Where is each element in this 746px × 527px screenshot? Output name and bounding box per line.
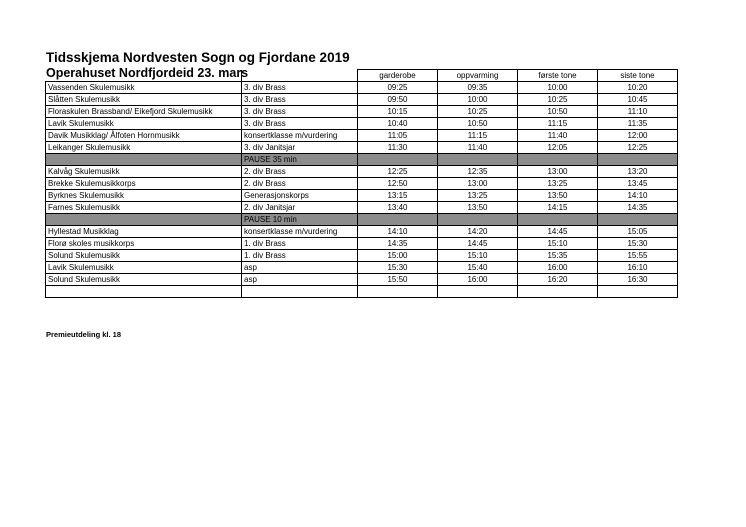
time-oppvarming: 13:00	[438, 178, 518, 190]
time-garderobe: 11:05	[358, 130, 438, 142]
time-garderobe: 14:35	[358, 238, 438, 250]
band-name: Solund Skulemusikk	[46, 274, 242, 286]
pause-label: PAUSE 10 min	[242, 214, 358, 226]
division: 3. div Brass	[242, 94, 358, 106]
time-siste-tone: 12:25	[598, 142, 678, 154]
time-siste-tone: 16:30	[598, 274, 678, 286]
time-siste-tone: 15:05	[598, 226, 678, 238]
time-oppvarming: 09:35	[438, 82, 518, 94]
division: 2. div Janitsjar	[242, 202, 358, 214]
time-garderobe: 13:40	[358, 202, 438, 214]
pause-cell	[438, 154, 518, 166]
table-row	[46, 190, 678, 202]
time-forste-tone: 15:10	[518, 238, 598, 250]
pause-cell	[518, 154, 598, 166]
time-garderobe: 14:10	[358, 226, 438, 238]
band-name: Slåtten Skulemusikk	[46, 94, 242, 106]
header-spacer	[46, 70, 242, 82]
division: 3. div Janitsjar	[242, 142, 358, 154]
pause-cell	[438, 214, 518, 226]
time-oppvarming: 16:00	[438, 274, 518, 286]
division: 2. div Brass	[242, 166, 358, 178]
column-header-garderobe: garderobe	[358, 70, 438, 82]
division: 1. div Brass	[242, 238, 358, 250]
time-siste-tone: 11:10	[598, 106, 678, 118]
band-name: Vassenden Skulemusikk	[46, 82, 242, 94]
time-garderobe: 15:00	[358, 250, 438, 262]
band-name: Farnes Skulemusikk	[46, 202, 242, 214]
division: asp	[242, 262, 358, 274]
table-row	[46, 238, 678, 250]
division: 3. div Brass	[242, 118, 358, 130]
table-row	[46, 82, 678, 94]
time-garderobe: 09:50	[358, 94, 438, 106]
division: konsertklasse m/vurdering	[242, 130, 358, 142]
time-siste-tone: 16:10	[598, 262, 678, 274]
time-oppvarming: 14:45	[438, 238, 518, 250]
division: 3. div Brass	[242, 82, 358, 94]
empty-cell	[598, 286, 678, 298]
band-name: Hyllestad Musikklag	[46, 226, 242, 238]
time-siste-tone: 14:10	[598, 190, 678, 202]
division: Generasjonskorps	[242, 190, 358, 202]
column-header-oppvarming: oppvarming	[438, 70, 518, 82]
band-name: Kalvåg Skulemusikk	[46, 166, 242, 178]
time-oppvarming: 11:40	[438, 142, 518, 154]
table-row	[46, 274, 678, 286]
time-oppvarming: 10:50	[438, 118, 518, 130]
division: 3. div Brass	[242, 106, 358, 118]
time-oppvarming: 14:20	[438, 226, 518, 238]
time-garderobe: 11:30	[358, 142, 438, 154]
time-forste-tone: 10:25	[518, 94, 598, 106]
division: 2. div Brass	[242, 178, 358, 190]
time-siste-tone: 13:45	[598, 178, 678, 190]
time-forste-tone: 12:05	[518, 142, 598, 154]
page-title: Tidsskjema Nordvesten Sogn og Fjordane 2019	[46, 50, 350, 65]
empty-cell	[46, 286, 242, 298]
time-oppvarming: 13:50	[438, 202, 518, 214]
table-row	[46, 178, 678, 190]
time-oppvarming: 11:15	[438, 130, 518, 142]
time-siste-tone: 15:55	[598, 250, 678, 262]
band-name: Floraskulen Brassband/ Eikefjord Skulemusikk	[46, 106, 242, 118]
pause-cell	[46, 154, 242, 166]
time-forste-tone: 16:00	[518, 262, 598, 274]
time-garderobe: 12:25	[358, 166, 438, 178]
time-garderobe: 10:40	[358, 118, 438, 130]
table-row	[46, 118, 678, 130]
time-forste-tone: 13:50	[518, 190, 598, 202]
table-row	[46, 142, 678, 154]
column-header-forste-tone: første tone	[518, 70, 598, 82]
column-header-siste-tone: siste tone	[598, 70, 678, 82]
table-header-row	[46, 70, 678, 82]
division: konsertklasse m/vurdering	[242, 226, 358, 238]
time-garderobe: 09:25	[358, 82, 438, 94]
empty-cell	[242, 286, 358, 298]
time-forste-tone: 15:35	[518, 250, 598, 262]
time-forste-tone: 14:15	[518, 202, 598, 214]
time-siste-tone: 13:20	[598, 166, 678, 178]
time-forste-tone: 10:00	[518, 82, 598, 94]
time-siste-tone: 15:30	[598, 238, 678, 250]
table-row	[46, 202, 678, 214]
empty-cell	[358, 286, 438, 298]
pause-cell	[358, 154, 438, 166]
band-name: Leikanger Skulemusikk	[46, 142, 242, 154]
page-subtitle: Operahuset Nordfjordeid 23. mars	[46, 66, 249, 80]
band-name: Davik Musikklag/ Ålfoten Hornmusikk	[46, 130, 242, 142]
table-row	[46, 262, 678, 274]
time-oppvarming: 15:10	[438, 250, 518, 262]
table-row	[46, 226, 678, 238]
header-spacer	[242, 70, 358, 82]
table-row	[46, 94, 678, 106]
time-oppvarming: 13:25	[438, 190, 518, 202]
time-siste-tone: 12:00	[598, 130, 678, 142]
time-forste-tone: 13:25	[518, 178, 598, 190]
time-oppvarming: 10:00	[438, 94, 518, 106]
time-siste-tone: 11:35	[598, 118, 678, 130]
time-forste-tone: 11:15	[518, 118, 598, 130]
time-oppvarming: 12:35	[438, 166, 518, 178]
time-forste-tone: 10:50	[518, 106, 598, 118]
time-oppvarming: 15:40	[438, 262, 518, 274]
empty-cell	[518, 286, 598, 298]
table-row	[46, 250, 678, 262]
pause-cell	[518, 214, 598, 226]
band-name: Lavik Skulemusikk	[46, 262, 242, 274]
division: 1. div Brass	[242, 250, 358, 262]
time-garderobe: 13:15	[358, 190, 438, 202]
empty-cell	[438, 286, 518, 298]
table-row	[46, 130, 678, 142]
time-forste-tone: 14:45	[518, 226, 598, 238]
time-garderobe: 15:50	[358, 274, 438, 286]
time-forste-tone: 11:40	[518, 130, 598, 142]
division: asp	[242, 274, 358, 286]
schedule-table	[45, 69, 678, 298]
pause-cell	[598, 154, 678, 166]
band-name: Byrknes Skulemusikk	[46, 190, 242, 202]
band-name: Florø skoles musikkorps	[46, 238, 242, 250]
pause-cell	[598, 214, 678, 226]
pause-cell	[46, 214, 242, 226]
time-forste-tone: 16:20	[518, 274, 598, 286]
time-forste-tone: 13:00	[518, 166, 598, 178]
footnote: Premieutdeling kl. 18	[46, 330, 122, 339]
pause-row	[46, 154, 678, 166]
table-row	[46, 166, 678, 178]
band-name: Solund Skulemusikk	[46, 250, 242, 262]
time-oppvarming: 10:25	[438, 106, 518, 118]
band-name: Lavik Skulemusikk	[46, 118, 242, 130]
pause-row	[46, 214, 678, 226]
time-siste-tone: 10:20	[598, 82, 678, 94]
time-garderobe: 15:30	[358, 262, 438, 274]
pause-cell	[358, 214, 438, 226]
time-siste-tone: 14:35	[598, 202, 678, 214]
empty-row	[46, 286, 678, 298]
pause-label: PAUSE 35 min	[242, 154, 358, 166]
band-name: Brekke Skulemusikkorps	[46, 178, 242, 190]
table-row	[46, 106, 678, 118]
time-garderobe: 10:15	[358, 106, 438, 118]
time-garderobe: 12:50	[358, 178, 438, 190]
time-siste-tone: 10:45	[598, 94, 678, 106]
